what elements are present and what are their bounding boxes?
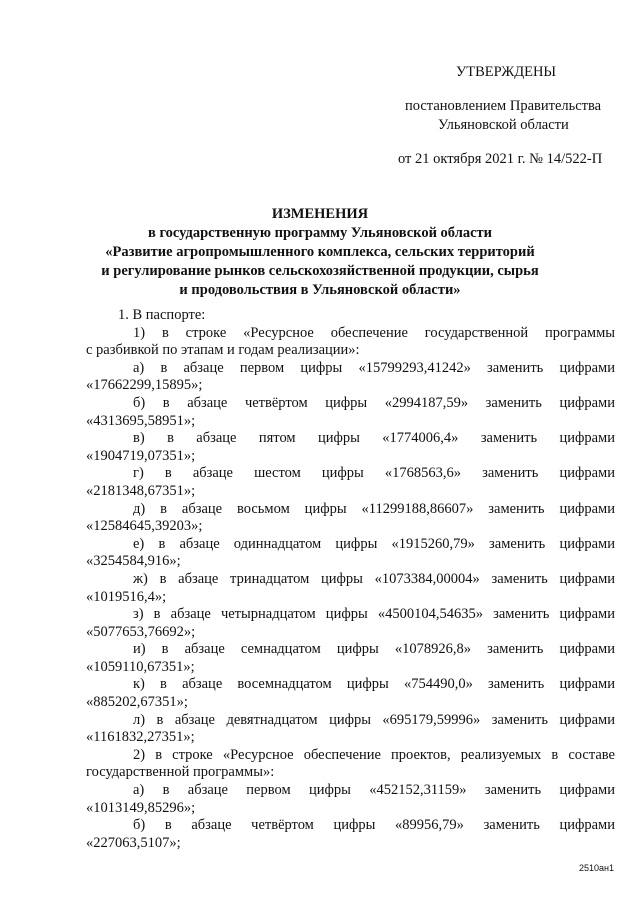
paragraph: 1. В паспорте: bbox=[118, 307, 206, 323]
title-line: и продовольствия в Ульяновской области» bbox=[179, 282, 461, 298]
paragraph: «227063,5107»; bbox=[86, 834, 181, 851]
approval-date: от 21 октября 2021 г. № 14/522-П bbox=[398, 151, 603, 167]
paragraph: «1904719,07351»; bbox=[86, 447, 196, 464]
paragraph: «1019516,4»; bbox=[86, 588, 167, 605]
document-body bbox=[86, 307, 615, 852]
paragraph: а) в абзаце первом цифры «15799293,41242» заменить цифрами bbox=[133, 359, 615, 376]
paragraph: «1013149,85296»; bbox=[86, 799, 196, 816]
paragraph: 1) в строке «Ресурсное обеспечение государственной программы bbox=[133, 324, 615, 341]
paragraph: «1161832,27351»; bbox=[86, 729, 195, 746]
paragraph: б) в абзаце четвёртом цифры «2994187,59» заменить цифрами bbox=[133, 394, 615, 411]
title-line: и регулирование рынков сельскохозяйственной продукции, сырья bbox=[101, 263, 539, 279]
title-line: в государственную программу Ульяновской области bbox=[147, 225, 492, 241]
paragraph: б) в абзаце четвёртом цифры «89956,79» заменить цифрами bbox=[133, 817, 615, 834]
paragraph: государственной программы»: bbox=[86, 764, 275, 781]
paragraph: е) в абзаце одиннадцатом цифры «1915260,79» заменить цифрами bbox=[133, 535, 615, 552]
paragraph: «3254584,916»; bbox=[86, 553, 181, 570]
paragraph: л) в абзаце девятнадцатом цифры «695179,59996» заменить цифрами bbox=[133, 711, 615, 728]
document-title bbox=[0, 205, 640, 300]
paragraph: д) в абзаце восьмом цифры «11299188,86607» заменить цифрами bbox=[133, 500, 615, 517]
paragraph: «2181348,67351»; bbox=[86, 482, 196, 499]
paragraph: к) в абзаце восемнадцатом цифры «754490,0» заменить цифрами bbox=[133, 676, 615, 693]
paragraph: «12584645,39203»; bbox=[86, 518, 203, 535]
approval-by: постановлением Правительства bbox=[405, 98, 602, 114]
title-heading: ИЗМЕНЕНИЯ bbox=[271, 206, 369, 222]
footer-code: 2510ан1 bbox=[578, 863, 614, 873]
paragraph: ж) в абзаце тринадцатом цифры «1073384,00004» заменить цифрами bbox=[133, 570, 615, 587]
approval-region: Ульяновской области bbox=[438, 117, 569, 133]
paragraph: 2) в строке «Ресурсное обеспечение проектов, реализуемых в составе bbox=[133, 746, 615, 763]
paragraph: «17662299,15895»; bbox=[86, 377, 203, 394]
paragraph: «5077653,76692»; bbox=[86, 623, 196, 640]
paragraph: с разбивкой по этапам и годам реализации»: bbox=[86, 342, 360, 359]
paragraph: а) в абзаце первом цифры «452152,31159» заменить цифрами bbox=[133, 782, 615, 799]
approval-title: УТВЕРЖДЕНЫ bbox=[456, 64, 557, 80]
paragraph: в) в абзаце пятом цифры «1774006,4» заменить цифрами bbox=[133, 430, 615, 447]
paragraph: «885202,67351»; bbox=[86, 694, 188, 711]
paragraph: г) в абзаце шестом цифры «1768563,6» заменить цифрами bbox=[133, 465, 615, 482]
paragraph: «4313695,58951»; bbox=[86, 412, 196, 429]
title-line: «Развитие агропромышленного комплекса, сельских территорий bbox=[105, 244, 535, 260]
paragraph: и) в абзаце семнадцатом цифры «1078926,8» заменить цифрами bbox=[133, 641, 615, 658]
paragraph: з) в абзаце четырнадцатом цифры «4500104,54635» заменить цифрами bbox=[133, 606, 615, 623]
paragraph: «1059110,67351»; bbox=[86, 658, 195, 675]
